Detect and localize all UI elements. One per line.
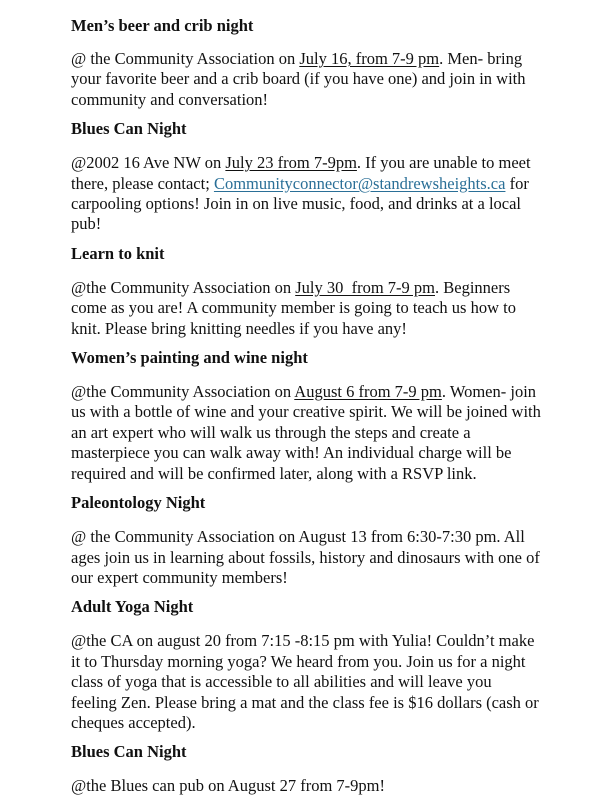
email-link[interactable]: Communityconnector@standrewsheights.ca: [213, 173, 506, 193]
event-description-paleontology-night: @ the Community Association on August 13 from 6:30-7:30 pm. All ages join us in learning about fossils, history and dinosaurs with one of our expert community members!: [71, 527, 540, 587]
event-title-blues-can-night: Blues Can Night: [71, 119, 187, 139]
event-location: @the Community Association on: [71, 382, 295, 402]
event-title-learn-to-knit: Learn to knit: [71, 243, 165, 263]
event-description-blues-can-night: [71, 153, 541, 235]
event-description-womens-painting-wine: [71, 382, 541, 484]
event-details: . If you are unable to meet there, please contact;: [71, 153, 531, 193]
event-description-mens-beer-crib: [71, 49, 541, 110]
event-title-adult-yoga-night: Adult Yoga Night: [71, 597, 194, 617]
event-title-mens-beer-crib: Men’s beer and crib night: [71, 16, 254, 35]
event-date: July 23 from 7-9pm: [225, 153, 357, 173]
event-title-womens-painting-wine: Women’s painting and wine night: [71, 348, 308, 368]
event-details: . Women- join us with a bottle of wine and your creative spirit. We will be joined with an art expert who will walk us through the steps and create a masterpiece you can walk away with! An individual charge will be required and will be confirmed later, along with a RSVP link.: [71, 382, 541, 483]
event-date: July 16, from 7-9 pm: [299, 49, 440, 68]
event-date: August 6 from 7-9 pm: [294, 382, 442, 402]
event-details: . Beginners come as you are! A community member is going to teach us how to knit. Please bring knitting needles if you have any!: [71, 277, 516, 338]
event-details-continued: for carpooling options! Join in on live music, food, and drinks at a local pub!: [71, 173, 529, 234]
event-location: @the Community Association on: [71, 277, 296, 297]
event-title-paleontology-night: Paleontology Night: [71, 493, 206, 513]
event-details: . Men- bring your favorite beer and a crib board (if you have one) and join in with community and conversation!: [71, 49, 526, 109]
event-location: @2002 16 Ave NW on: [71, 153, 226, 173]
event-description-blues-can-night-2: @the Blues can pub on August 27 from 7-9pm!: [71, 776, 385, 796]
event-date: July 30 from 7-9 pm: [295, 277, 435, 297]
event-description-learn-to-knit: [71, 278, 541, 339]
event-location: @ the Community Association on: [71, 49, 300, 68]
event-title-blues-can-night-2: Blues Can Night: [71, 742, 187, 762]
event-description-adult-yoga-night: @the CA on august 20 from 7:15 -8:15 pm with Yulia! Couldn’t make it to Thursday morning yoga? We heard from you. Join us for a night class of yoga that is accessible to all abilities and will leave you feeling Zen. Please bring a mat and the class fee is $16 dollars (cash or cheques accepted).: [71, 631, 539, 732]
